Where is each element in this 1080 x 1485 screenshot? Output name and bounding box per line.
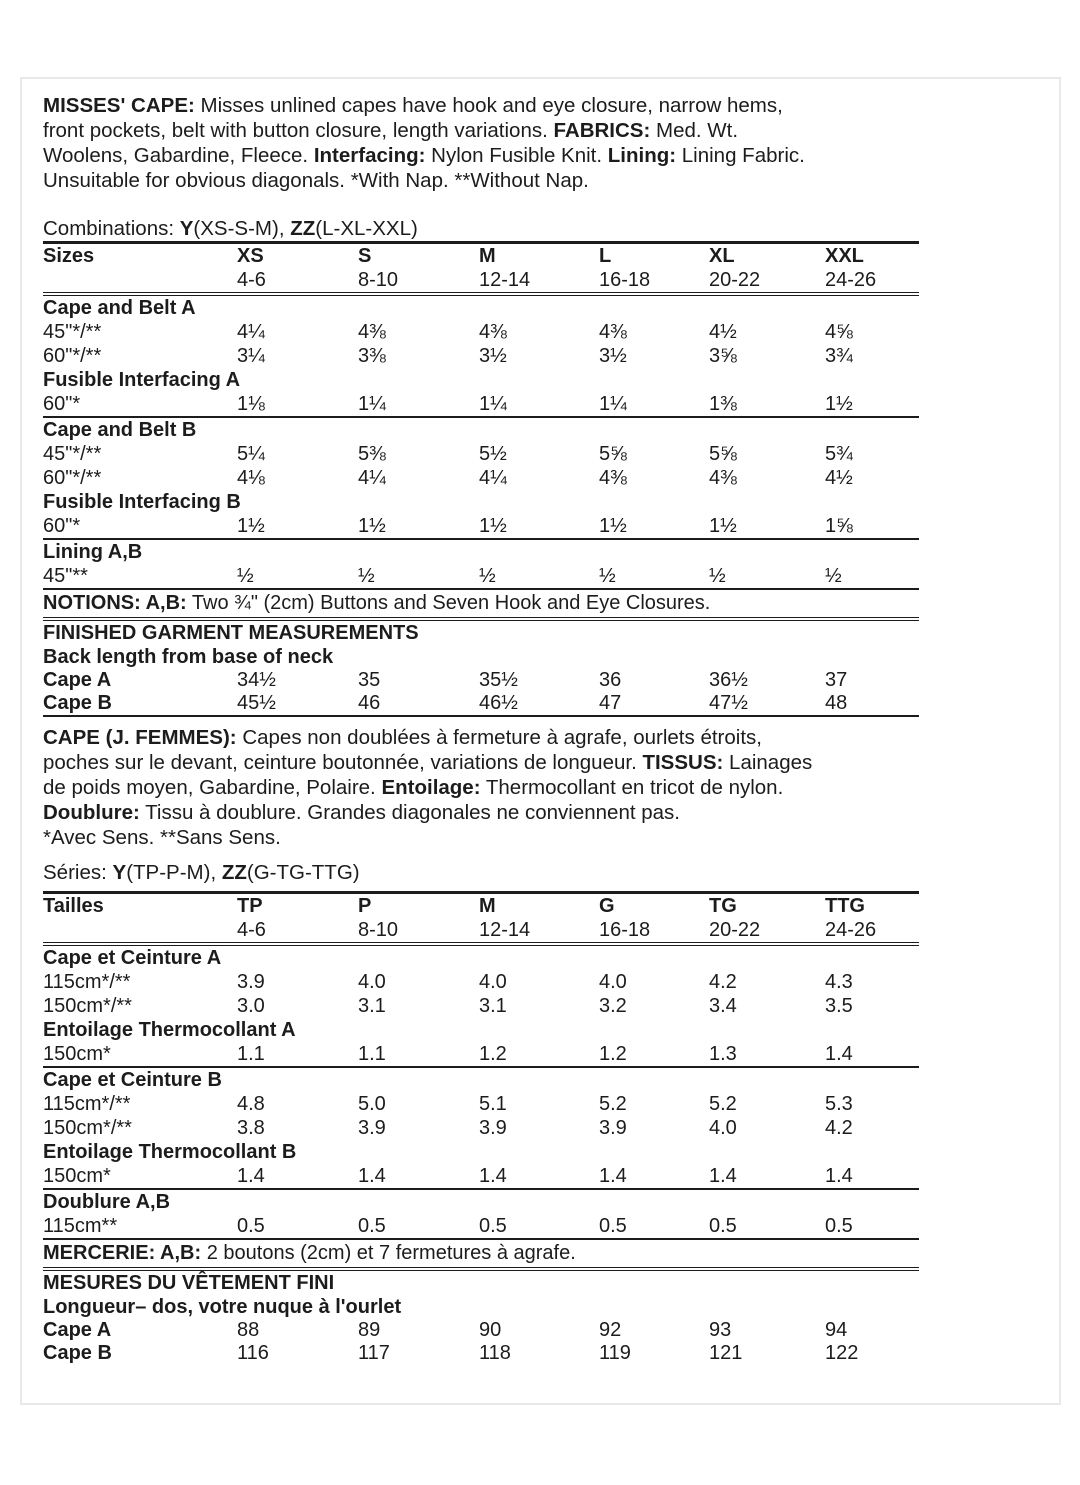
section-heading-row [43,296,919,320]
value-cell: 47½ [709,692,748,714]
table-row [43,392,919,416]
value-cell: 5¼ [237,443,265,465]
section-heading-row [43,368,919,392]
bold-text-segment: Doublure: [43,801,140,824]
size-name-cell: XXL [825,245,864,267]
bold-text-segment: MISSES' CAPE: [43,94,195,117]
value-cell: 1⅛ [237,393,265,415]
value-cell: 1.4 [825,1043,853,1065]
bold-text-segment: Interfacing: [313,144,426,167]
section-heading: Fusible Interfacing B [43,491,241,513]
text-line [43,93,1059,118]
value-cell: 35½ [479,669,518,691]
text-line [43,168,1059,193]
bold-text-segment: ZZ [290,217,316,240]
bold-text-segment: CAPE (J. FEMMES): [43,726,237,749]
value-cell: 3.1 [479,995,507,1017]
table-bottom-rule [43,715,919,717]
text-segment: 2 boutons (2cm) et 7 fermetures à agrafe. [201,1242,576,1264]
text-segment: (TP-P-M), [126,861,222,884]
text-segment: (G-TG-TTG) [246,861,360,884]
table-row [43,692,919,715]
text-segment: Misses unlined capes have hook and eye closure, narrow hems, [194,94,783,117]
value-cell: 0.5 [599,1215,627,1237]
value-cell: 3¾ [825,345,853,367]
value-cell: 1½ [825,393,853,415]
value-cell: 4.2 [709,971,737,993]
value-cell: 3.9 [479,1117,507,1139]
value-cell: 4⅜ [599,321,627,343]
value-cell: 1.4 [825,1165,853,1187]
section-heading-row [43,1140,919,1164]
text-line [43,143,1059,168]
value-cell: 4¼ [358,467,386,489]
value-cell: 1¼ [358,393,386,415]
table-section [43,296,919,416]
text-segment: Med. Wt. [650,119,739,142]
value-cell: 89 [358,1319,381,1341]
value-cell: 47 [599,692,622,714]
size-range-cell: 24-26 [825,269,877,291]
value-cell: 4.0 [479,971,507,993]
text-segment: (XS-S-M), [193,217,291,240]
text-segment: Unsuitable for obvious diagonals. *With Nap. **Without Nap. [43,169,589,192]
text-line [43,800,1059,825]
text-line [43,750,1059,775]
row-label: 45"** [43,565,88,587]
description-paragraph-fr [43,725,1059,850]
table-section [43,418,919,538]
section-heading: Cape and Belt B [43,419,197,441]
size-range-cell: 20-22 [709,269,761,291]
section-heading-row [43,540,919,564]
table-row [43,1116,919,1140]
finished-measurements-subtitle: Back length from base of neck [43,646,334,668]
value-cell: 94 [825,1319,848,1341]
value-cell: 5⅝ [599,443,627,465]
bold-text-segment: Lining: [607,144,677,167]
text-segment: (L-XL-XXL) [315,217,418,240]
value-cell: 4½ [825,467,853,489]
value-cell: 3⅝ [709,345,737,367]
row-label: 60"* [43,393,81,415]
value-cell: 5.2 [599,1093,627,1115]
value-cell: 3⅜ [358,345,386,367]
table-row [43,1342,919,1365]
size-range-cell: 16-18 [599,269,651,291]
text-segment: Nylon Fusible Knit. [425,144,608,167]
row-label: 45"*/** [43,321,102,343]
size-name-cell: TG [709,895,737,917]
section-heading-row [43,490,919,514]
value-cell: 3.9 [237,971,265,993]
text-line [43,775,1059,800]
row-label: Cape B [43,692,112,714]
value-cell: 1¼ [479,393,507,415]
size-range-cell: 8-10 [358,269,399,291]
text-segment: Capes non doublées à fermeture à agrafe, ourlets étroits, [236,726,762,749]
size-name-cell: XS [237,245,264,267]
text-segment: Thermocollant en tricot de nylon. [480,776,784,799]
size-range-cell: 12-14 [479,269,531,291]
size-name-cell: S [358,245,372,267]
value-cell: 1.1 [237,1043,265,1065]
bold-text-segment: NOTIONS: A,B: [43,592,187,614]
text-segment: Séries: [43,861,113,884]
value-cell: 4½ [709,321,737,343]
table-row [43,466,919,490]
value-cell: 1.4 [358,1165,386,1187]
size-range-cell: 4-6 [237,919,266,941]
value-cell: 0.5 [237,1215,265,1237]
value-cell: 1.4 [237,1165,265,1187]
size-name-cell: TP [237,895,263,917]
section-heading-row [43,1018,919,1042]
value-cell: 1½ [358,515,386,537]
value-cell: 3½ [479,345,507,367]
size-name-cell: TTG [825,895,865,917]
size-range-row [43,918,919,942]
text-line [43,118,1059,143]
row-label: 150cm* [43,1165,111,1187]
value-cell: 5.0 [358,1093,386,1115]
text-segment: Lining Fabric. [676,144,805,167]
table-row [43,1092,919,1116]
notions-row [43,590,919,617]
table-row [43,1164,919,1188]
table-section [43,540,919,588]
value-cell: 0.5 [479,1215,507,1237]
value-cell: ½ [237,565,254,587]
section-heading: Doublure A,B [43,1191,171,1213]
size-header-row [43,244,919,268]
table-row [43,970,919,994]
value-cell: 1½ [237,515,265,537]
combinations-line-en [43,216,1059,241]
size-name-cell: M [479,895,496,917]
section-heading: Entoilage Thermocollant A [43,1019,296,1041]
finished-measurements-title: MESURES DU VÊTEMENT FINI [43,1272,335,1294]
value-cell: 4⅜ [358,321,386,343]
value-cell: 3.9 [599,1117,627,1139]
size-name-cell: M [479,245,496,267]
value-cell: 5.3 [825,1093,853,1115]
section-heading-row [43,1068,919,1092]
series-line-fr [43,860,1059,885]
value-cell: 4¼ [479,467,507,489]
text-segment: poches sur le devant, ceinture boutonnée, variations de longueur. [43,751,643,774]
value-cell: 119 [599,1342,631,1364]
finished-measurements-subtitle: Longueur– dos, votre nuque à l'ourlet [43,1296,402,1318]
value-cell: ½ [358,565,375,587]
section-heading-row [43,418,919,442]
empty-cell [43,268,237,292]
table-row [43,344,919,368]
row-label: 60"*/** [43,467,102,489]
section-heading: Cape and Belt A [43,297,196,319]
table-row [43,514,919,538]
value-cell: 5½ [479,443,507,465]
value-cell: 46½ [479,692,518,714]
pattern-instruction-sheet [20,77,1061,1405]
empty-cell [43,918,237,942]
value-cell: 36½ [709,669,748,691]
value-cell: 36 [599,669,622,691]
value-cell: ½ [479,565,496,587]
value-cell: 4¼ [237,321,265,343]
row-label: Cape B [43,1342,112,1364]
value-cell: 92 [599,1319,622,1341]
finished-measurements-title: FINISHED GARMENT MEASUREMENTS [43,622,419,644]
table-section [43,946,919,1066]
table-row [43,442,919,466]
size-range-cell: 8-10 [358,919,399,941]
value-cell: 121 [709,1342,743,1364]
size-range-cell: 4-6 [237,269,266,291]
value-cell: 0.5 [825,1215,853,1237]
text-segment: Tissu à doublure. Grandes diagonales ne conviennent pas. [139,801,680,824]
value-cell: 1½ [709,515,737,537]
row-label: 115cm** [43,1215,118,1237]
value-cell: 4.0 [709,1117,737,1139]
value-cell: 4.3 [825,971,853,993]
yardage-table-fr [43,891,919,1365]
section-heading: Cape et Ceinture A [43,947,222,969]
size-header-label: Sizes [43,245,95,267]
value-cell: ½ [599,565,616,587]
value-cell: 3.4 [709,995,737,1017]
row-label: 115cm*/** [43,1093,131,1115]
value-cell: 1⅝ [825,515,853,537]
value-cell: 0.5 [358,1215,386,1237]
value-cell: 0.5 [709,1215,737,1237]
value-cell: 4⅜ [709,467,737,489]
text-segment: Two ¾" (2cm) Buttons and Seven Hook and Eye Closures. [186,592,711,614]
section-heading: Cape et Ceinture B [43,1069,222,1091]
row-label: 150cm* [43,1043,111,1065]
row-label: Cape A [43,669,112,691]
value-cell: 88 [237,1319,260,1341]
value-cell: 46 [358,692,381,714]
value-cell: 3¼ [237,345,265,367]
bold-text-segment: MERCERIE: A,B: [43,1242,202,1264]
value-cell: 93 [709,1319,732,1341]
value-cell: 4⅜ [599,467,627,489]
row-label: Cape A [43,1319,112,1341]
table-row [43,1042,919,1066]
table-row [43,994,919,1018]
value-cell: 1.1 [358,1043,386,1065]
value-cell: ½ [825,565,842,587]
value-cell: 3.9 [358,1117,386,1139]
size-name-cell: G [599,895,615,917]
value-cell: 48 [825,692,848,714]
value-cell: 1½ [599,515,627,537]
size-header-row [43,894,919,918]
size-range-cell: 12-14 [479,919,531,941]
value-cell: 5¾ [825,443,853,465]
value-cell: 1½ [479,515,507,537]
value-cell: 3.2 [599,995,627,1017]
section-heading-row [43,1190,919,1214]
size-name-cell: XL [709,245,735,267]
bold-text-segment: ZZ [221,861,247,884]
value-cell: 5⅝ [709,443,737,465]
text-segment: Lainages [723,751,813,774]
value-cell: 1⅜ [709,393,737,415]
text-segment: Combinations: [43,217,180,240]
value-cell: 1.2 [479,1043,507,1065]
size-name-cell: L [599,245,612,267]
text-segment: Woolens, Gabardine, Fleece. [43,144,314,167]
table-row [43,1319,919,1342]
size-range-cell: 24-26 [825,919,877,941]
value-cell: 1.4 [599,1165,627,1187]
size-range-cell: 20-22 [709,919,761,941]
text-line [43,825,1059,850]
value-cell: 1.4 [479,1165,507,1187]
value-cell: 3.0 [237,995,265,1017]
value-cell: 4.8 [237,1093,265,1115]
value-cell: 4.0 [599,971,627,993]
description-paragraph-en [43,93,1059,193]
section-heading: Fusible Interfacing A [43,369,241,391]
row-label: 60"* [43,515,81,537]
value-cell: 117 [358,1342,390,1364]
value-cell: 3.8 [237,1117,265,1139]
table-section [43,1068,919,1188]
value-cell: 4⅛ [237,467,265,489]
size-range-row [43,268,919,292]
value-cell: 5.1 [479,1093,507,1115]
value-cell: 34½ [237,669,276,691]
value-cell: 4⅝ [825,321,853,343]
size-range-cell: 16-18 [599,919,651,941]
notions-row [43,1240,919,1267]
table-row [43,564,919,588]
value-cell: 1.3 [709,1043,737,1065]
value-cell: 4⅜ [479,321,507,343]
value-cell: 1¼ [599,393,627,415]
row-label: 115cm*/** [43,971,131,993]
text-segment: front pockets, belt with button closure, length variations. [43,119,554,142]
text-segment: de poids moyen, Gabardine, Polaire. [43,776,382,799]
table-row [43,1214,919,1238]
section-heading: Lining A,B [43,541,143,563]
table-row [43,669,919,692]
value-cell: 116 [237,1342,269,1364]
value-cell: 5.2 [709,1093,737,1115]
row-label: 60"*/** [43,345,102,367]
row-label: 150cm*/** [43,1117,132,1139]
value-cell: 5⅜ [358,443,386,465]
size-header-label: Tailles [43,895,104,917]
value-cell: 4.2 [825,1117,853,1139]
value-cell: 35 [358,669,381,691]
text-segment: *Avec Sens. **Sans Sens. [43,826,281,849]
value-cell: 3.1 [358,995,386,1017]
row-label: 150cm*/** [43,995,132,1017]
section-heading: Entoilage Thermocollant B [43,1141,297,1163]
value-cell: 4.0 [358,971,386,993]
table-section [43,1190,919,1238]
section-heading-row [43,946,919,970]
bold-text-segment: TISSUS: [642,751,724,774]
yardage-table-en [43,241,919,717]
bold-text-segment: Y [112,861,127,884]
value-cell: 37 [825,669,848,691]
value-cell: 90 [479,1319,502,1341]
value-cell: 118 [479,1342,511,1364]
bold-text-segment: Y [179,217,194,240]
value-cell: 1.2 [599,1043,627,1065]
value-cell: 3½ [599,345,627,367]
table-row [43,320,919,344]
value-cell: 3.5 [825,995,853,1017]
value-cell: 122 [825,1342,859,1364]
bold-text-segment: Entoilage: [381,776,481,799]
value-cell: 45½ [237,692,276,714]
value-cell: ½ [709,565,726,587]
size-name-cell: P [358,895,372,917]
bold-text-segment: FABRICS: [553,119,651,142]
row-label: 45"*/** [43,443,102,465]
value-cell: 1.4 [709,1165,737,1187]
text-line [43,725,1059,750]
